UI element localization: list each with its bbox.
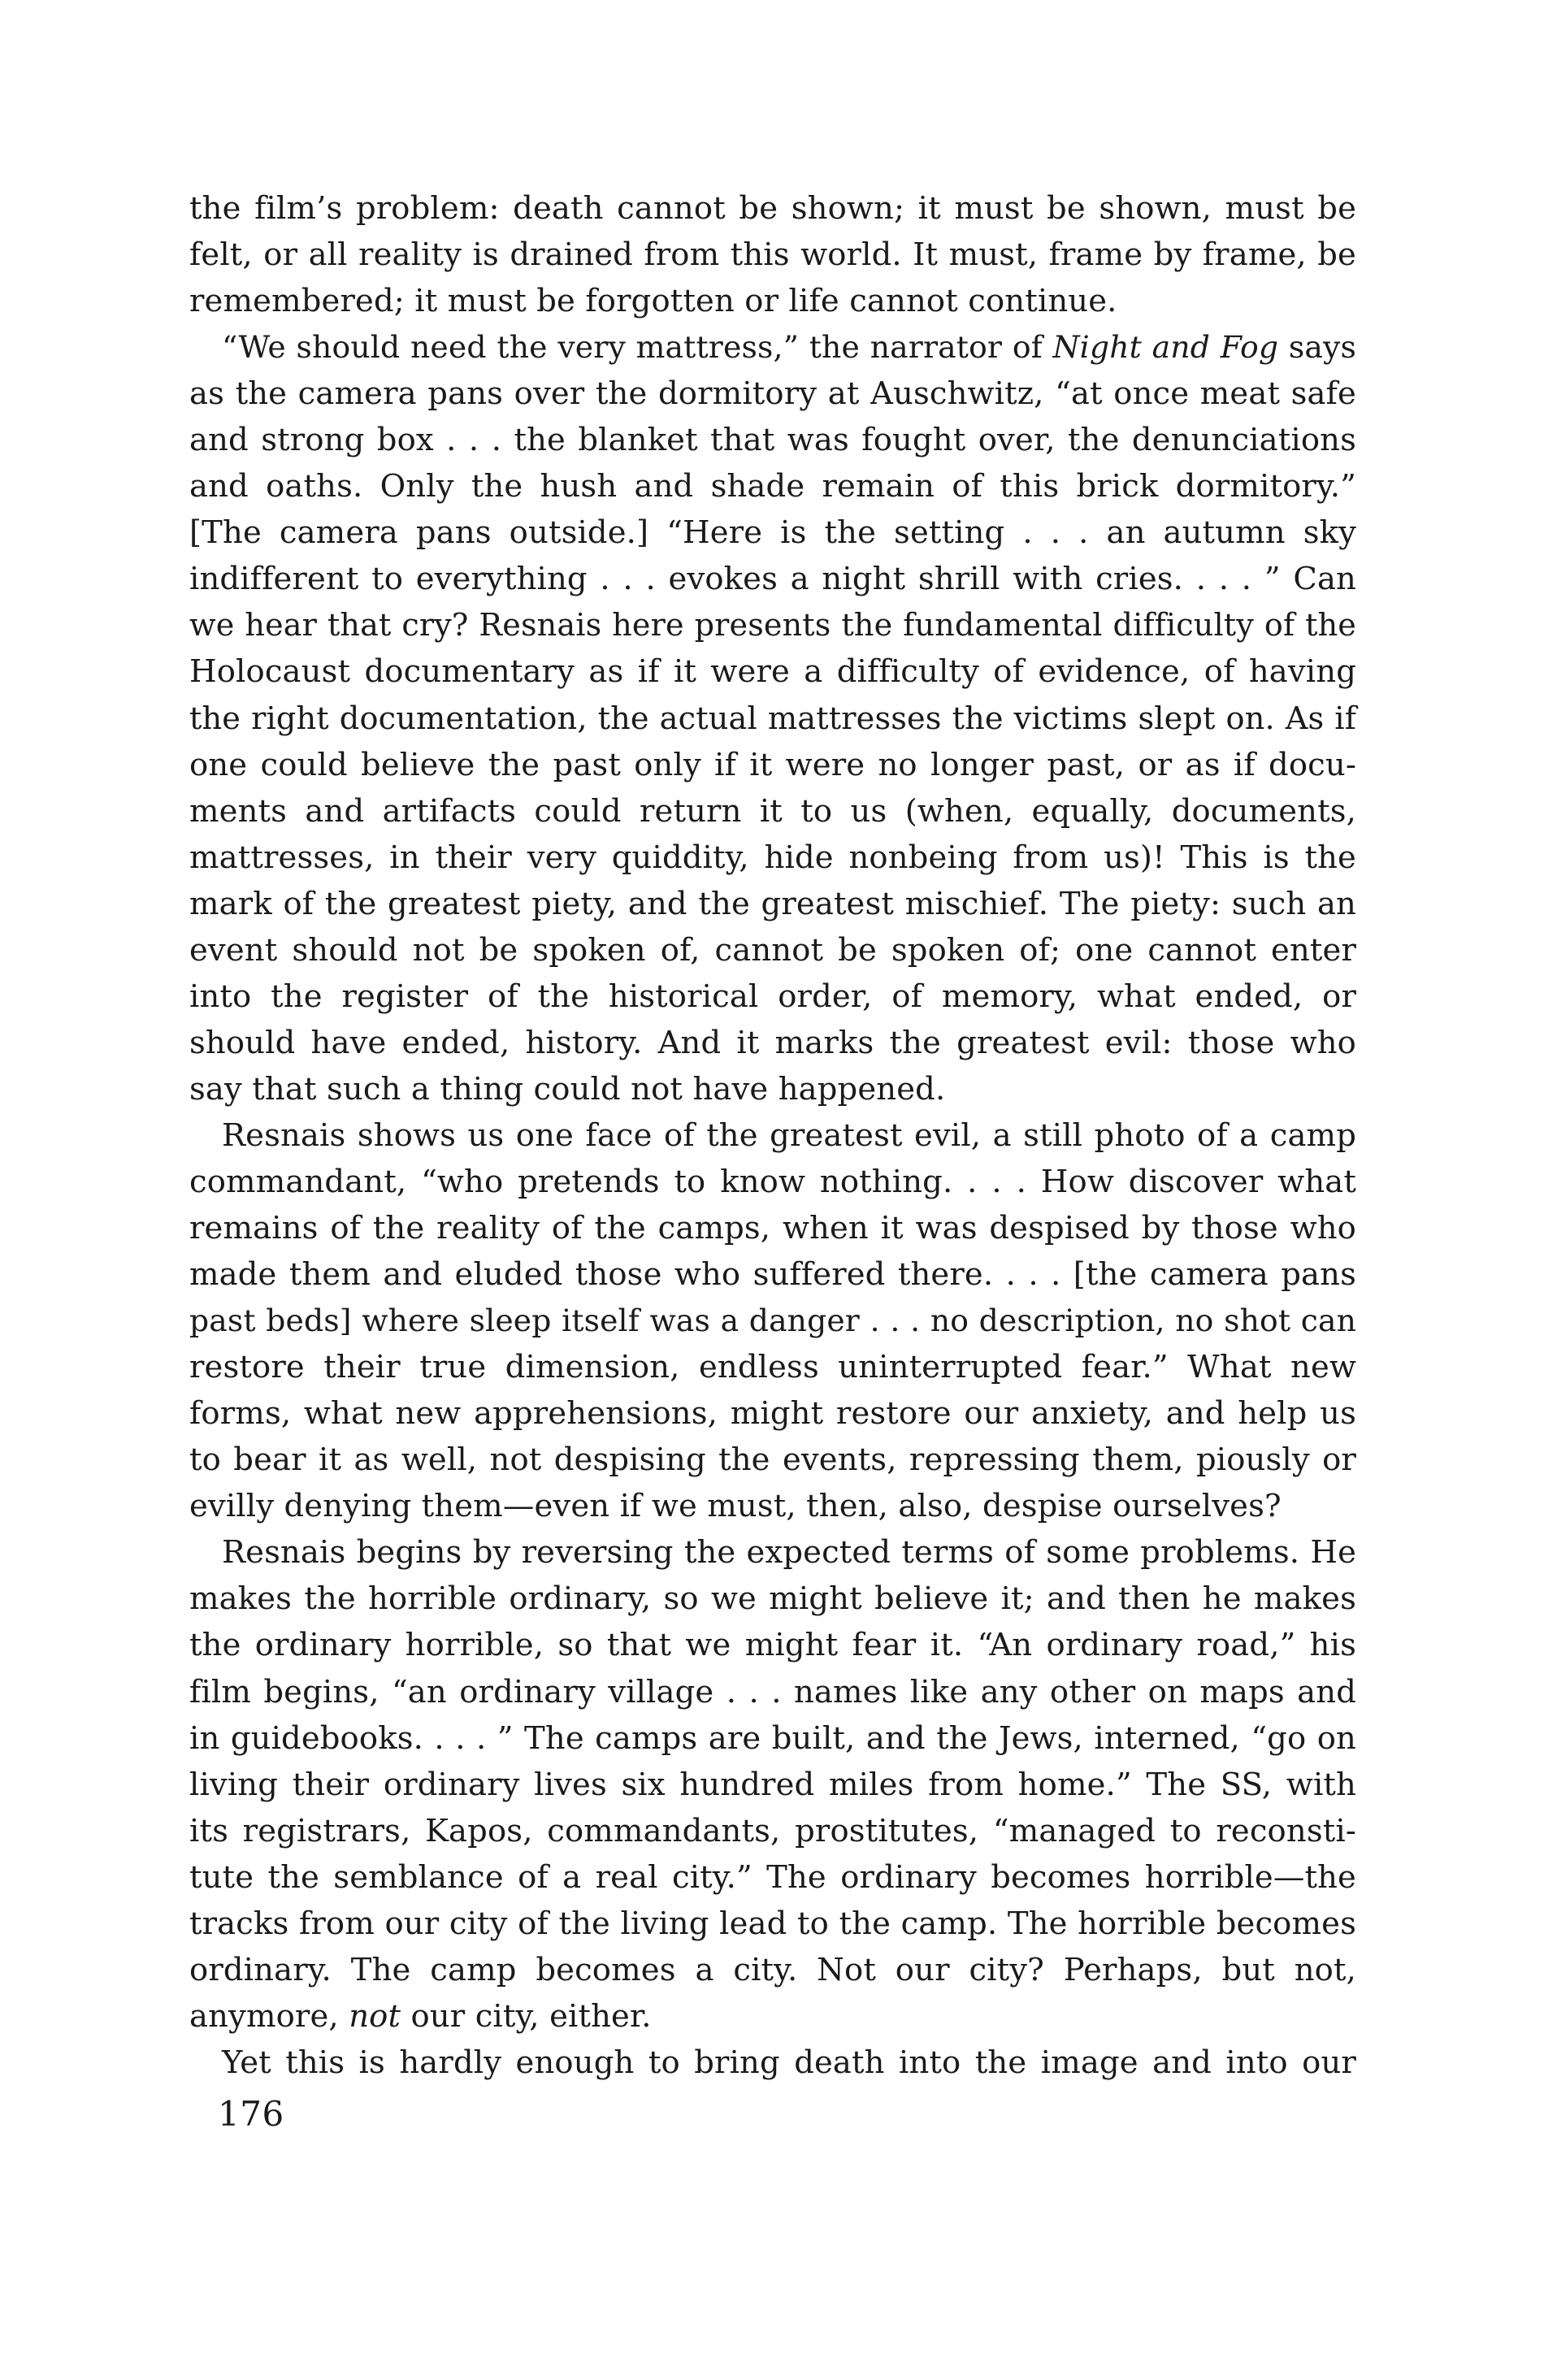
text-segment: remains of the reality of the camps, when it was despised by those who bbox=[189, 1210, 1356, 1247]
text-segment: commandant, “who pretends to know nothing. . . . How discover what bbox=[189, 1163, 1356, 1200]
text-segment: [The camera pans outside.] “Here is the setting . . . an autumn sky bbox=[189, 514, 1356, 552]
text-line bbox=[189, 324, 1356, 371]
text-line bbox=[189, 1993, 1356, 2040]
text-segment: Yet this is hardly enough to bring death into the image and into our bbox=[222, 2044, 1356, 2081]
text-segment: tute the semblance of a real city.” The ordinary becomes horrible—the bbox=[189, 1858, 1356, 1896]
text-line bbox=[189, 417, 1356, 463]
text-segment: our city, either. bbox=[401, 1997, 652, 2035]
text-segment: its registrars, Kapos, commandants, prostitutes, “managed to reconsti- bbox=[189, 1812, 1356, 1849]
text-segment: and strong box . . . the blanket that was fought over, the denunciations bbox=[189, 422, 1356, 459]
text-line bbox=[189, 556, 1356, 602]
text-line bbox=[189, 278, 1356, 324]
text-line bbox=[189, 463, 1356, 509]
text-segment: indifferent to everything . . . evokes a night shrill with cries. . . . ” Can bbox=[189, 561, 1356, 598]
text-line bbox=[189, 742, 1356, 788]
text-line bbox=[189, 371, 1356, 417]
text-line bbox=[189, 788, 1356, 835]
text-segment: film begins, “an ordinary village . . . names like any other on maps and bbox=[189, 1673, 1356, 1710]
text-segment: should have ended, history. And it marks the greatest evil: those who bbox=[189, 1024, 1356, 1061]
text-line bbox=[189, 696, 1356, 742]
text-line bbox=[189, 1715, 1356, 1762]
text-segment: in guidebooks. . . . ” The camps are built, and the Jews, interned, “go on bbox=[189, 1719, 1356, 1757]
text-segment: mark of the greatest piety, and the greatest mischief. The piety: such an bbox=[189, 885, 1356, 922]
text-line bbox=[189, 927, 1356, 973]
italic-title: Night and Fog bbox=[1052, 329, 1279, 366]
text-segment: ments and artifacts could return it to us (when, equally, documents, bbox=[189, 792, 1356, 830]
text-segment: and oaths. Only the hush and shade remain of this brick dormitory.” bbox=[189, 468, 1356, 505]
text-line bbox=[189, 1251, 1356, 1298]
text-segment: to bear it as well, not despising the events, repressing them, piously or bbox=[189, 1441, 1356, 1479]
text-segment: tracks from our city of the living lead to the camp. The horrible becomes bbox=[189, 1905, 1356, 1942]
text-line bbox=[189, 1622, 1356, 1668]
text-segment: the right documentation, the actual mattresses the victims slept on. As if bbox=[189, 700, 1356, 737]
text-segment: felt, or all reality is drained from this world. It must, frame by frame, be bbox=[189, 236, 1356, 274]
text-line bbox=[189, 1437, 1356, 1483]
text-line bbox=[189, 1390, 1356, 1437]
text-segment: evilly denying them—even if we must, then, also, despise ourselves? bbox=[189, 1488, 1282, 1525]
text-line bbox=[189, 1205, 1356, 1251]
text-segment: we hear that cry? Resnais here presents the fundamental difficulty of the bbox=[189, 607, 1356, 644]
text-segment: restore their true dimension, endless uninterrupted fear.” What new bbox=[189, 1349, 1356, 1386]
text-line bbox=[189, 509, 1356, 556]
text-line bbox=[189, 1762, 1356, 1808]
italic-title: not bbox=[349, 1997, 401, 2035]
text-segment: forms, what new apprehensions, might restore our anxiety, and help us bbox=[189, 1395, 1356, 1433]
text-segment: Resnais begins by reversing the expected terms of some problems. He bbox=[222, 1534, 1356, 1571]
text-segment: says bbox=[1278, 329, 1357, 366]
text-segment: into the register of the historical order, of memory, what ended, or bbox=[189, 978, 1356, 1015]
text-segment: living their ordinary lives six hundred miles from home.” The SS, with bbox=[189, 1766, 1356, 1803]
text-line bbox=[189, 973, 1356, 1020]
text-line bbox=[189, 1576, 1356, 1622]
text-line bbox=[189, 1483, 1356, 1529]
text-segment: past beds] where sleep itself was a danger . . . no description, no shot can bbox=[189, 1303, 1356, 1339]
text-segment: made them and eluded those who suffered there. . . . [the camera pans bbox=[189, 1256, 1356, 1294]
page-number: 176 bbox=[218, 2094, 284, 2134]
text-segment: the ordinary horrible, so that we might fear it. “An ordinary road,” his bbox=[189, 1627, 1356, 1664]
text-line bbox=[189, 1669, 1356, 1715]
text-line bbox=[189, 232, 1356, 278]
text-segment: ordinary. The camp becomes a city. Not our city? Perhaps, but not, bbox=[189, 1951, 1356, 1988]
text-line bbox=[189, 1947, 1356, 1993]
text-segment: say that such a thing could not have happened. bbox=[189, 1070, 946, 1108]
body-text bbox=[189, 185, 1356, 2086]
text-line bbox=[189, 1020, 1356, 1066]
text-line bbox=[189, 1808, 1356, 1854]
text-line bbox=[189, 1344, 1356, 1390]
text-segment: anymore, bbox=[189, 1997, 349, 2035]
text-line bbox=[189, 881, 1356, 927]
text-segment: mattresses, in their very quiddity, hide nonbeing from us)! This is the bbox=[189, 839, 1356, 876]
text-line bbox=[189, 1854, 1356, 1901]
text-segment: remembered; it must be forgotten or life cannot continue. bbox=[189, 283, 1117, 320]
text-segment: Holocaust documentary as if it were a difficulty of evidence, of having bbox=[189, 653, 1356, 691]
text-segment: as the camera pans over the dormitory at Auschwitz, “at once meat safe bbox=[189, 375, 1356, 413]
text-segment: event should not be spoken of, cannot be spoken of; one cannot enter bbox=[189, 931, 1356, 969]
text-segment: makes the horrible ordinary, so we might believe it; and then he makes bbox=[189, 1580, 1356, 1618]
text-line bbox=[189, 648, 1356, 695]
text-line bbox=[189, 1529, 1356, 1576]
text-segment: the film’s problem: death cannot be shown; it must be shown, must be bbox=[189, 190, 1356, 227]
text-line bbox=[189, 185, 1356, 232]
text-segment: “We should need the very mattress,” the narrator of bbox=[222, 329, 1053, 366]
text-line bbox=[189, 2040, 1356, 2086]
text-line bbox=[189, 602, 1356, 648]
text-line bbox=[189, 1159, 1356, 1205]
text-line bbox=[189, 1112, 1356, 1159]
text-line bbox=[189, 1298, 1356, 1344]
text-line bbox=[189, 835, 1356, 881]
text-line bbox=[189, 1066, 1356, 1112]
text-segment: Resnais shows us one face of the greatest evil, a still photo of a camp bbox=[222, 1116, 1356, 1154]
text-line bbox=[189, 1901, 1356, 1947]
text-segment: one could believe the past only if it were no longer past, or as if docu- bbox=[189, 746, 1356, 783]
